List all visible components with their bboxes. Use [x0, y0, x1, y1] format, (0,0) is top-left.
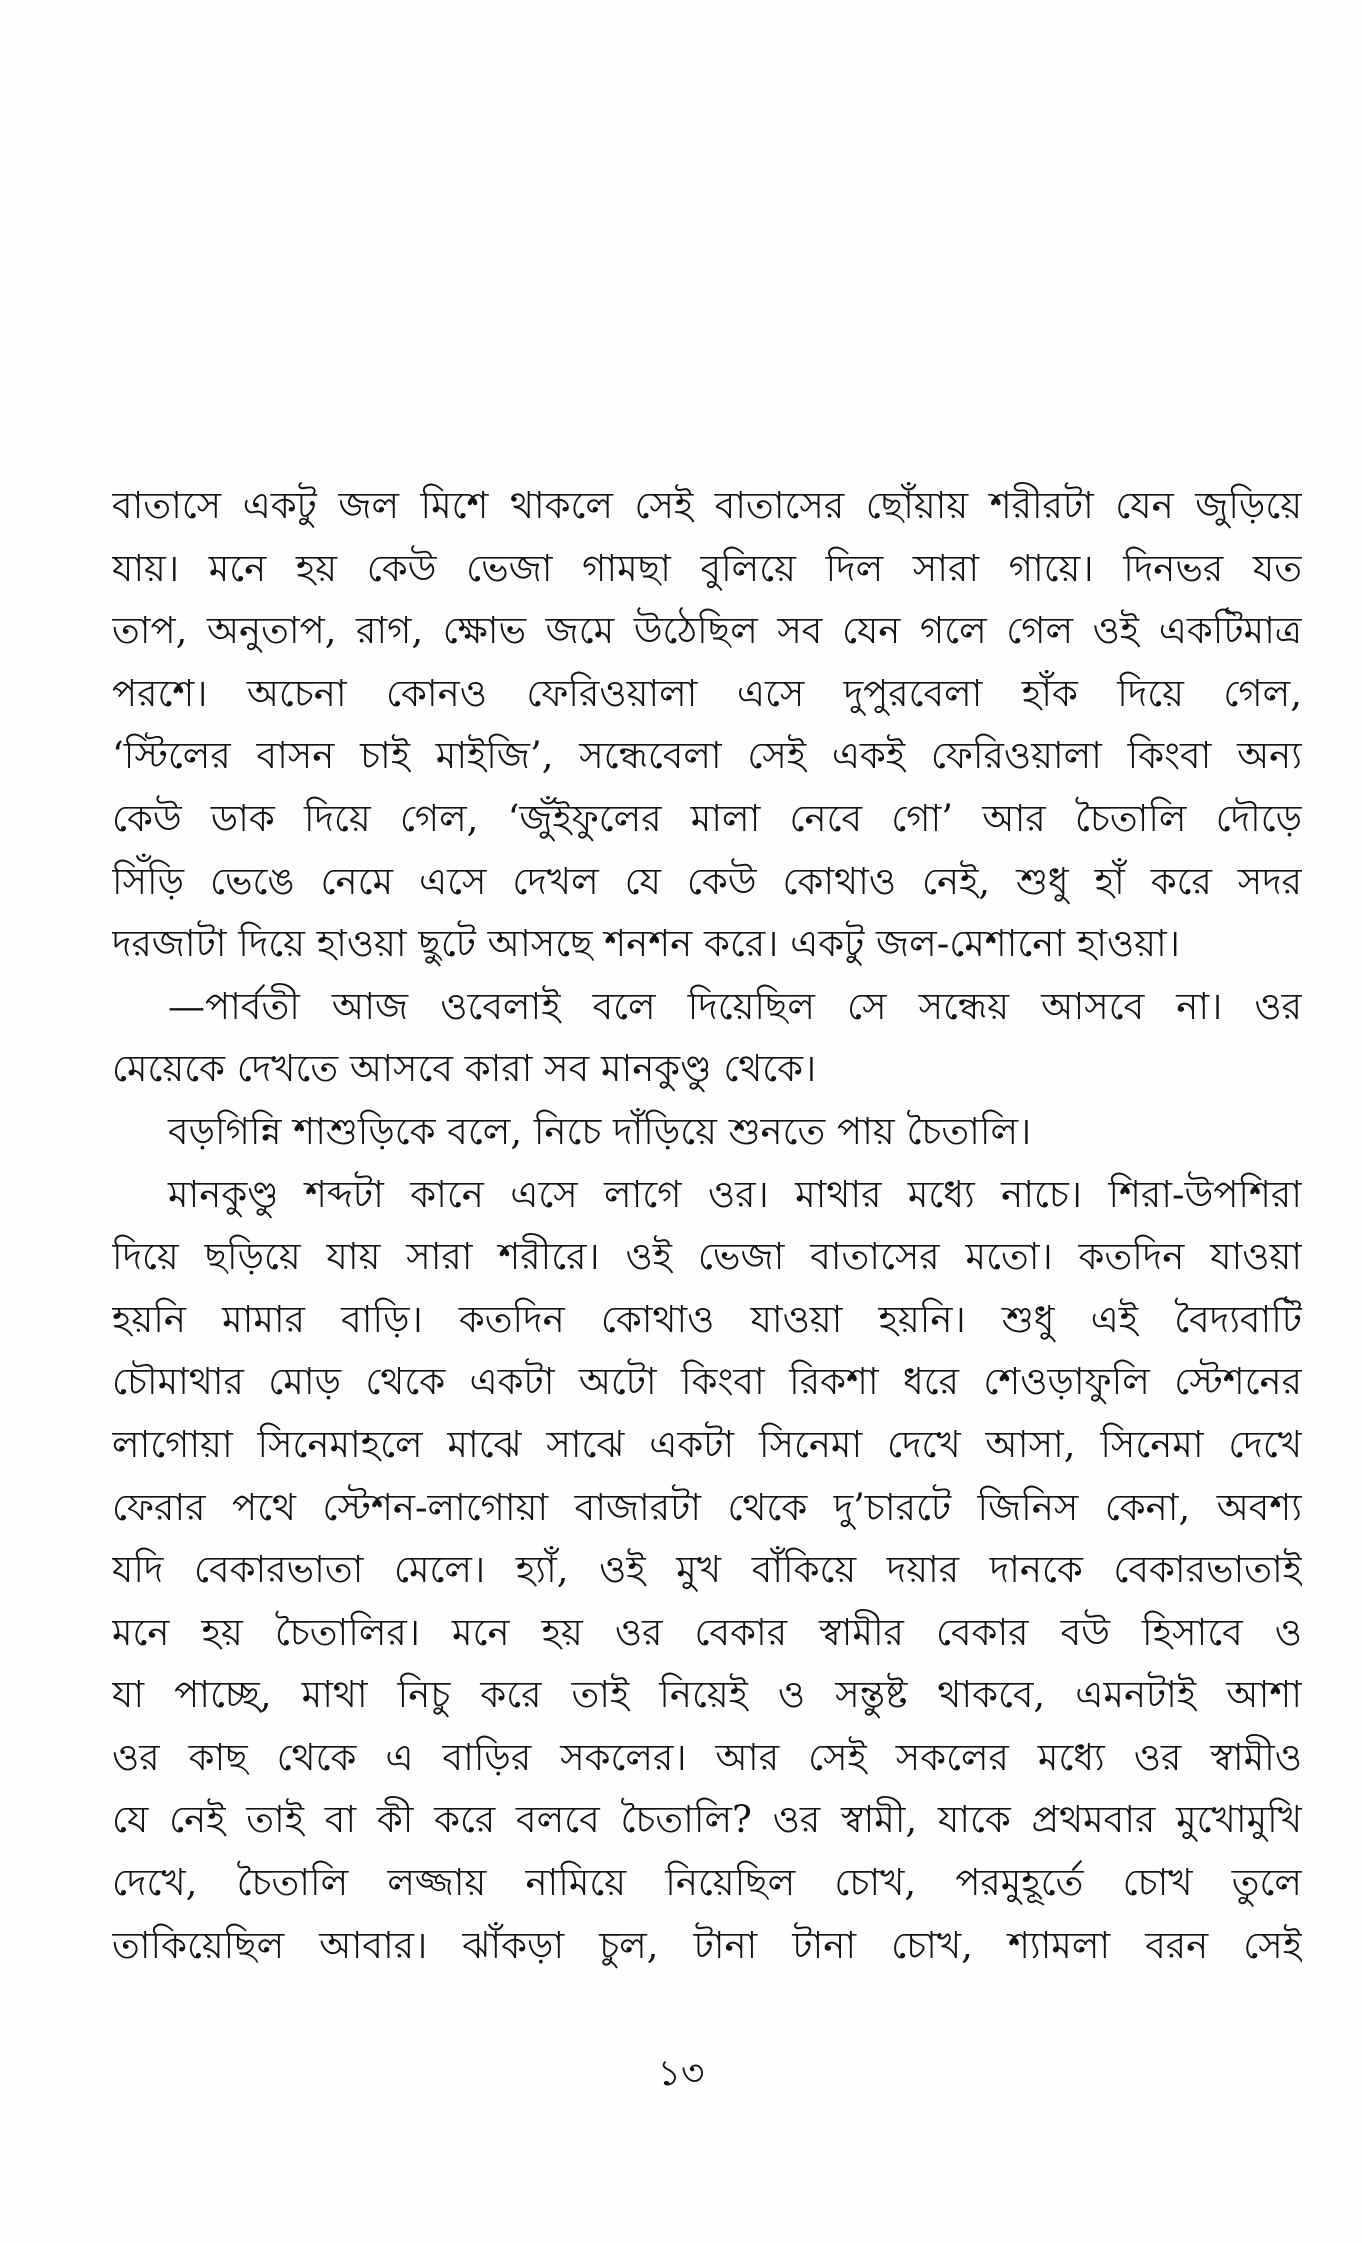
text-line: বড়গিন্নি শাশুড়িকে বলে, নিচে দাঁড়িয়ে শুনতে পায় চৈতালি।: [168, 1109, 1032, 1153]
paragraph: [112, 1164, 1302, 1978]
text-line: যা পাচ্ছে, মাথা নিচু করে তাই নিয়েই ও সন্তুষ্ট থাকবে, এমনটাই আশা: [112, 1673, 1302, 1717]
body-text: [112, 475, 1302, 1977]
text-line: মেয়েকে দেখতে আসবে কারা সব মানকুণ্ডু থেকে।: [112, 1047, 817, 1091]
text-line: পরশে। অচেনা কোনও ফেরিওয়ালা এসে দুপুরবেলা হাঁক দিয়ে গেল,: [112, 671, 1302, 715]
text-line: যদি বেকারভাতা মেলে। হ্যাঁ, ওই মুখ বাঁকিয়ে দয়ার দানকে বেকারভাতাই: [112, 1548, 1302, 1592]
text-line: ‘স্টিলের বাসন চাই মাইজি’, সন্ধেবেলা সেই একই ফেরিওয়ালা কিংবা অন্য: [112, 734, 1302, 778]
text-line: যে নেই তাই বা কী করে বলবে চৈতালি? ওর স্বামী, যাকে প্রথমবার মুখোমুখি: [112, 1798, 1302, 1842]
text-line: মনে হয় চৈতালির। মনে হয় ওর বেকার স্বামীর বেকার বউ হিসাবে ও: [112, 1610, 1302, 1654]
text-line: মানকুণ্ডু শব্দটা কানে এসে লাগে ওর। মাথার মধ্যে নাচে। শিরা-উপশিরা: [168, 1172, 1302, 1216]
text-line: বাতাসে একটু জল মিশে থাকলে সেই বাতাসের ছোঁয়ায় শরীরটা যেন জুড়িয়ে: [112, 484, 1302, 527]
text-line: দরজাটা দিয়ে হাওয়া ছুটে আসছে শনশন করে। একটু জল-মেশানো হাওয়া।: [112, 922, 1180, 966]
paragraph: [112, 1101, 1302, 1164]
text-line: তাকিয়েছিল আবার। ঝাঁকড়া চুল, টানা টানা চোখ, শ্যামলা বরন সেই: [112, 1923, 1302, 1967]
text-line: চৌমাথার মোড় থেকে একটা অটো কিংবা রিকশা ধরে শেওড়াফুলি স্টেশনের: [112, 1360, 1302, 1404]
text-line: তাপ, অনুতাপ, রাগ, ক্ষোভ জমে উঠেছিল সব যেন গলে গেল ওই একটিমাত্র: [112, 609, 1302, 653]
text-line: কেউ ডাক দিয়ে গেল, ‘জুঁইফুলের মালা নেবে গো’ আর চৈতালি দৌড়ে: [112, 796, 1302, 840]
text-line: যায়। মনে হয় কেউ ভেজা গামছা বুলিয়ে দিল সারা গায়ে। দিনভর যত: [112, 546, 1302, 590]
paragraph: [112, 976, 1302, 1101]
page-number: ১৩: [657, 2053, 705, 2094]
text-line: সিঁড়ি ভেঙে নেমে এসে দেখল যে কেউ কোথাও নেই, শুধু হাঁ করে সদর: [112, 859, 1302, 903]
paragraph: [112, 475, 1302, 976]
text-line: লাগোয়া সিনেমাহলে মাঝে সাঝে একটা সিনেমা দেখে আসা, সিনেমা দেখে: [112, 1422, 1302, 1466]
text-line: দিয়ে ছড়িয়ে যায় সারা শরীরে। ওই ভেজা বাতাসের মতো। কতদিন যাওয়া: [112, 1235, 1302, 1279]
text-line: ওর কাছ থেকে এ বাড়ির সকলের। আর সেই সকলের মধ্যে ওর স্বামীও: [112, 1735, 1302, 1779]
text-line: দেখে, চৈতালি লজ্জায় নামিয়ে নিয়েছিল চোখ, পরমুহূর্তে চোখ তুলে: [112, 1861, 1302, 1905]
text-line: —পার্বতী আজ ওবেলাই বলে দিয়েছিল সে সন্ধেয় আসবে না। ওর: [168, 984, 1302, 1028]
text-line: হয়নি মামার বাড়ি। কতদিন কোথাও যাওয়া হয়নি। শুধু এই বৈদ্যবাটি: [112, 1297, 1302, 1341]
text-line: ফেরার পথে স্টেশন-লাগোয়া বাজারটা থেকে দু’চারটে জিনিস কেনা, অবশ্য: [112, 1485, 1302, 1529]
